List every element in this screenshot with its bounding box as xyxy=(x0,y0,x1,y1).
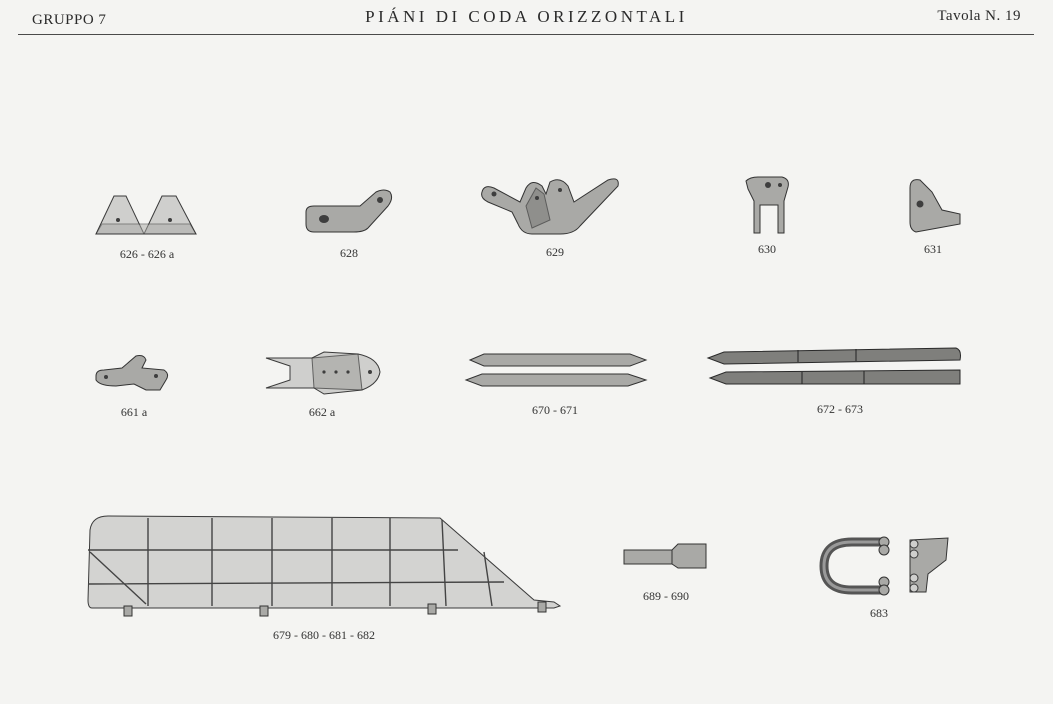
part-689-690-image xyxy=(622,540,710,574)
part-662a-label: 662 a xyxy=(308,405,336,419)
part-672-673-image xyxy=(706,344,964,390)
part-679-682-label: 679 - 680 - 681 - 682 xyxy=(273,628,375,642)
part-679-682-image xyxy=(84,512,566,620)
part-683-label: 683 xyxy=(870,606,888,620)
part-661a-label: 661 a xyxy=(120,405,148,419)
part-683-image xyxy=(818,534,952,598)
group-label: GRUPPO 7 xyxy=(32,12,107,28)
part-670-671-label: 670 - 671 xyxy=(532,403,578,417)
part-630-label: 630 xyxy=(758,242,776,256)
part-631-image xyxy=(906,176,964,234)
part-626-image xyxy=(92,190,202,240)
part-629-image xyxy=(480,176,625,238)
plate-number: Tavola N. 19 xyxy=(937,8,1021,24)
part-661a-image xyxy=(94,354,170,394)
part-631-label: 631 xyxy=(924,242,942,256)
header-rule xyxy=(18,34,1034,35)
part-629-label: 629 xyxy=(546,245,564,259)
part-626-label: 626 - 626 a xyxy=(119,247,175,261)
part-630-image xyxy=(744,175,792,235)
part-672-673-label: 672 - 673 xyxy=(817,402,863,416)
part-689-690-label: 689 - 690 xyxy=(643,589,689,603)
page-title: PIÁNI DI CODA ORIZZONTALI xyxy=(365,7,688,26)
part-628-label: 628 xyxy=(340,246,358,260)
part-670-671-image xyxy=(464,350,650,388)
part-628-image xyxy=(304,188,396,236)
part-662a-image xyxy=(262,350,384,396)
